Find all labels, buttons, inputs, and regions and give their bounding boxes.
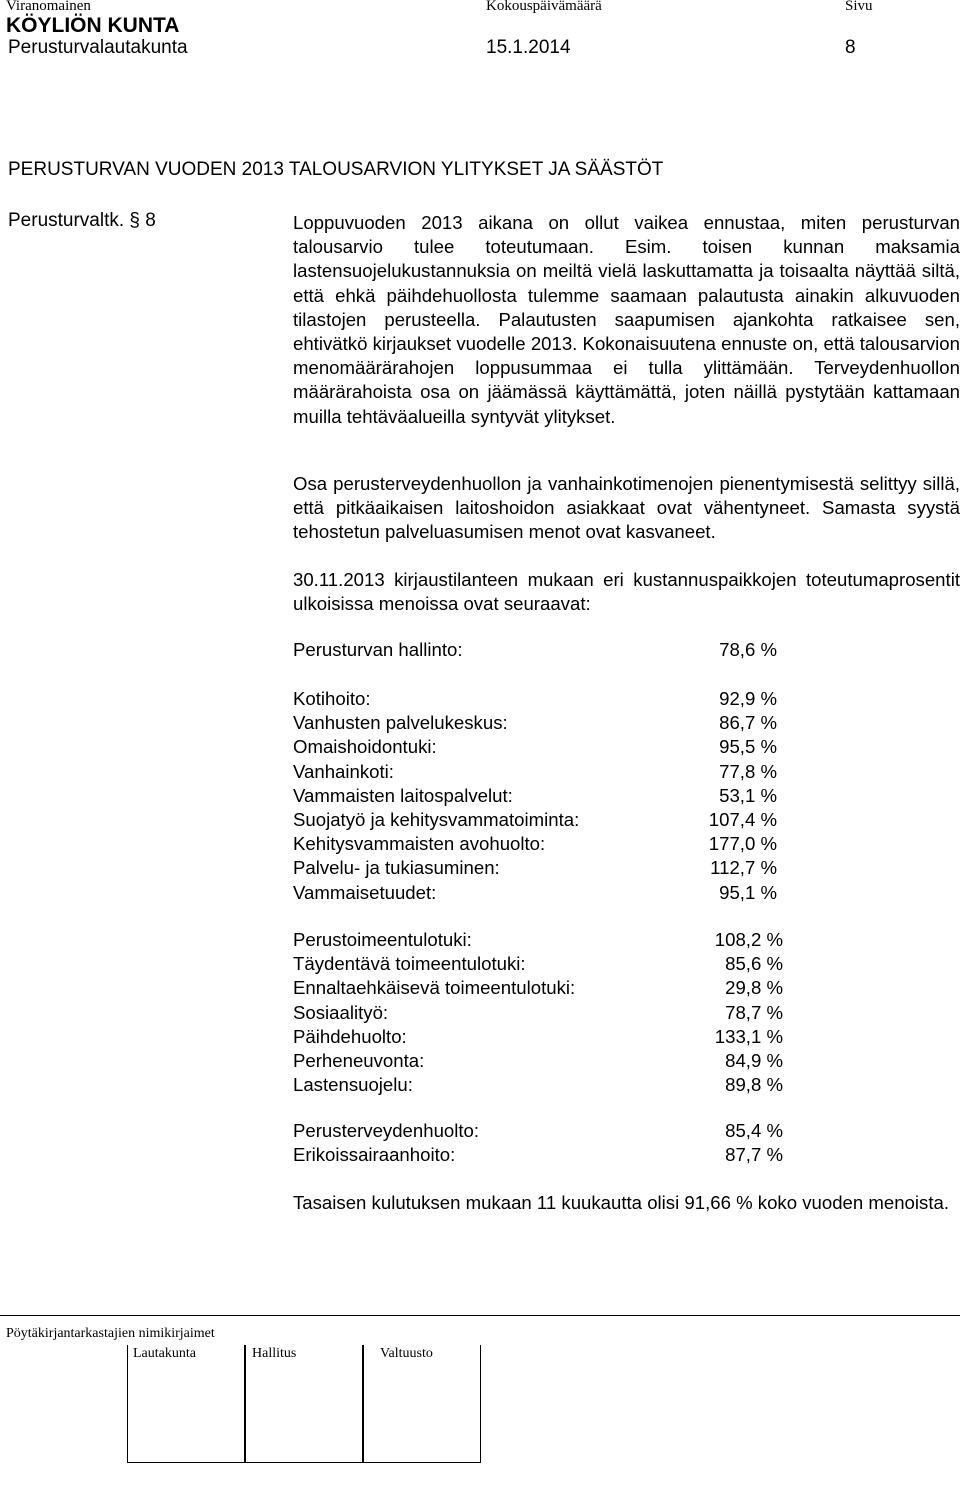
authority-name: Perusturvalautakunta xyxy=(8,37,188,58)
cost-row xyxy=(293,1073,813,1097)
cost-center-percentage: 133,1 % xyxy=(714,1025,783,1047)
signature-box-government xyxy=(245,1345,363,1463)
page-number: 8 xyxy=(845,37,856,58)
cost-center-label: Perusturvan hallinto: xyxy=(293,639,463,660)
cost-center-percentage: 177,0 % xyxy=(708,833,777,855)
cost-center-percentage: 95,5 % xyxy=(719,736,777,758)
footer-title: Pöytäkirjantarkastajien nimikirjaimet xyxy=(6,1326,215,1341)
cost-center-label: Omaishoidontuki: xyxy=(293,736,437,758)
cost-row xyxy=(293,760,813,784)
cost-row xyxy=(293,784,813,808)
cost-row xyxy=(293,832,813,856)
cost-center-percentage: 112,7 % xyxy=(710,857,777,879)
cost-row xyxy=(293,881,813,905)
cost-group-elderly-disabled xyxy=(293,687,813,905)
cost-center-percentage: 78,6 % xyxy=(719,639,777,660)
cost-row xyxy=(293,638,813,662)
cost-center-label: Vanhusten palvelukeskus: xyxy=(293,712,508,734)
cost-row xyxy=(293,711,813,735)
cost-center-percentage: 108,2 % xyxy=(714,929,783,950)
cost-center-percentage: 53,1 % xyxy=(719,784,777,806)
cost-row xyxy=(293,687,813,711)
section-title: PERUSTURVAN VUODEN 2013 TALOUSARVION YLITYKSET JA SÄÄSTÖT xyxy=(8,159,664,180)
cost-row xyxy=(293,976,813,1000)
cost-center-label: Perheneuvonta: xyxy=(293,1049,425,1071)
signature-label-government: Hallitus xyxy=(252,1346,297,1361)
cost-center-percentage: 86,7 % xyxy=(719,712,777,734)
cost-center-percentage: 85,4 % xyxy=(725,1120,783,1141)
cost-center-label: Täydentävä toimeentulotuki: xyxy=(293,953,526,975)
paragraph-status-intro: 30.11.2013 kirjaustilanteen mukaan eri kustannuspaikkojen toteutumaprosentit ulkoisissa menoissa ovat seuraavat: xyxy=(293,569,960,615)
header-page-label: Sivu xyxy=(845,0,873,14)
cost-center-percentage: 85,6 % xyxy=(725,953,783,975)
signature-label-council: Valtuusto xyxy=(380,1346,433,1361)
section-reference: Perusturvaltk. § 8 xyxy=(8,210,156,231)
cost-center-label: Perusterveydenhuolto: xyxy=(293,1120,480,1141)
organization-name: KÖYLIÖN KUNTA xyxy=(6,14,180,37)
cost-center-label: Päihdehuolto: xyxy=(293,1025,407,1047)
cost-center-percentage: 29,8 % xyxy=(725,977,783,999)
cost-row xyxy=(293,735,813,759)
cost-center-percentage: 87,7 % xyxy=(725,1144,783,1166)
signature-box-council xyxy=(363,1345,481,1463)
cost-center-label: Vammaisetuudet: xyxy=(293,881,437,903)
cost-center-label: Kehitysvammaisten avohuolto: xyxy=(293,833,546,855)
paragraph-conclusion: Tasaisen kulutuksen mukaan 11 kuukautta olisi 91,66 % koko vuoden menoista. xyxy=(293,1192,950,1213)
cost-center-label: Vanhainkoti: xyxy=(293,760,394,782)
cost-center-label: Lastensuojelu: xyxy=(293,1074,413,1096)
cost-group-administration xyxy=(293,638,813,662)
cost-center-label: Palvelu- ja tukiasuminen: xyxy=(293,857,500,879)
cost-row xyxy=(293,952,813,976)
cost-row xyxy=(293,808,813,832)
cost-center-label: Perustoimeentulotuki: xyxy=(293,929,472,950)
cost-row xyxy=(293,1001,813,1025)
cost-row xyxy=(293,1143,813,1167)
cost-group-social xyxy=(293,928,813,1097)
cost-center-label: Vammaisten laitospalvelut: xyxy=(293,784,513,806)
cost-center-percentage: 89,8 % xyxy=(725,1074,783,1096)
signature-label-board: Lautakunta xyxy=(133,1346,196,1361)
cost-center-percentage: 92,9 % xyxy=(719,688,777,709)
cost-center-percentage: 95,1 % xyxy=(719,881,777,903)
cost-row xyxy=(293,1025,813,1049)
cost-center-percentage: 77,8 % xyxy=(719,760,777,782)
cost-row xyxy=(293,1119,813,1143)
meeting-date: 15.1.2014 xyxy=(486,37,571,58)
cost-center-percentage: 78,7 % xyxy=(725,1001,783,1023)
cost-row xyxy=(293,1049,813,1073)
signature-box-board xyxy=(127,1345,245,1463)
header-date-label: Kokouspäivämäärä xyxy=(486,0,602,14)
paragraph-forecast: Loppuvuoden 2013 aikana on ollut vaikea ennustaa, miten perusturvan talousarvio tulee toteutumaan. Esim. toisen kunnan maksamia lastensuojelukustannuksia on meiltä vielä laskuttamatta ja toisaalta näyttää siltä, että ehkä päihdehuollosta tulemme saamaan palautusta ainakin alkuvuoden tilastojen perusteella. Palautusten saapumisen ajankohta ratkaisee sen, ehtivätkö kirjaukset vuodelle 2013. Kokonaisuutena ennuste on, että talousarvion menomäärärahojen loppusummaa ei tulla ylittämään. Terveydenhuollon määrärahoista osa on jäämässä käyttämättä, joten näillä pystytään kattamaan muilla tehtäväalueilla syntyvät ylitykset. xyxy=(293,212,960,427)
cost-center-label: Kotihoito: xyxy=(293,688,371,709)
cost-center-label: Erikoissairaanhoito: xyxy=(293,1144,456,1166)
paragraph-reduction: Osa perusterveydenhuollon ja vanhainkotimenojen pienentymisestä selittyy sillä, että pitkäaikaisen laitoshoidon asiakkaat ovat vähentyneet. Samasta syystä tehostetun palveluasumisen menot ovat kasvaneet. xyxy=(293,473,960,543)
cost-center-percentage: 84,9 % xyxy=(725,1049,783,1071)
header-authority-label: Viranomainen xyxy=(6,0,91,14)
cost-row xyxy=(293,928,813,952)
cost-center-label: Suojatyö ja kehitysvammatoiminta: xyxy=(293,808,580,830)
cost-group-health xyxy=(293,1119,813,1167)
cost-center-label: Ennaltaehkäisevä toimeentulotuki: xyxy=(293,977,576,999)
cost-center-percentage: 107,4 % xyxy=(708,808,777,830)
cost-center-label: Sosiaalityö: xyxy=(293,1001,389,1023)
cost-row xyxy=(293,856,813,880)
footer-divider xyxy=(0,1315,960,1316)
